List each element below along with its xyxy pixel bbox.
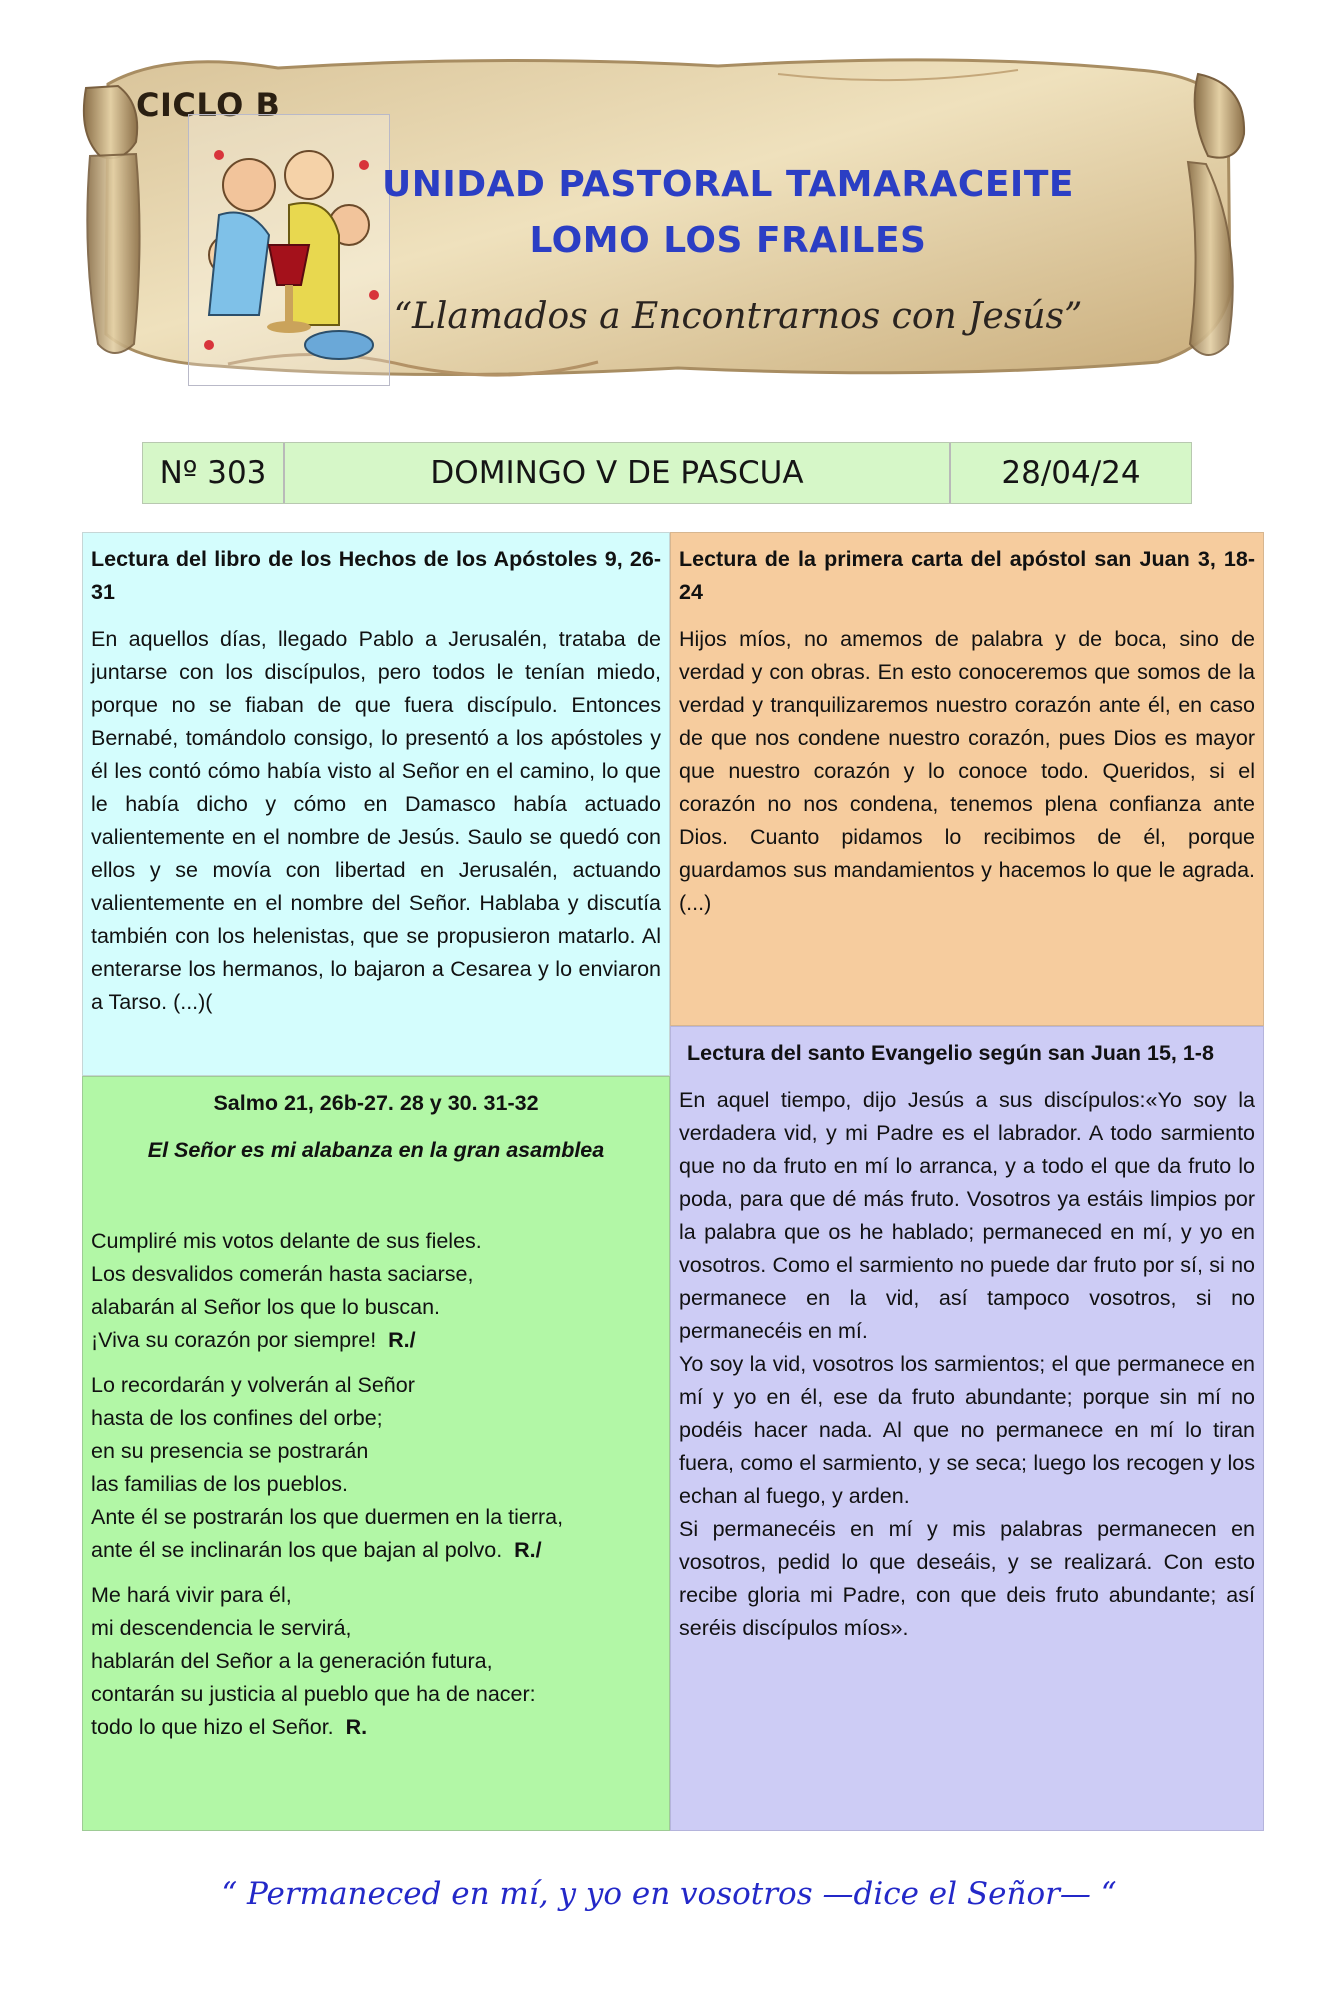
psalm-line — [91, 1534, 661, 1567]
psalm-line: alabarán al Señor los que lo buscan. — [91, 1295, 441, 1319]
psalm-line: hablarán del Señor a la generación futura, — [91, 1649, 493, 1673]
psalm-stanza — [91, 1369, 661, 1567]
gospel-text — [679, 1084, 1255, 1645]
gospel-title: Lectura del santo Evangelio según san Juan 15, 1-8 — [687, 1041, 1214, 1065]
psalm-line — [91, 1711, 661, 1744]
cycle-label: CICLO B — [136, 86, 281, 124]
psalm-line: las familias de los pueblos. — [91, 1472, 348, 1496]
gospel-paragraph: Yo soy la vid, vosotros los sarmientos; el que permanece en mí y yo en él, ese da fruto abundante; porque sin mí no podéis hacer nada. Al que no permanece en mí lo tiran fuera, como el sarmiento, y se seca; luego los recogen y los echan al fuego, y arden. — [679, 1352, 1255, 1508]
gospel-paragraph: En aquel tiempo, dijo Jesús a sus discípulos:«Yo soy la verdadera vid, y mi Padre es el labrador. A todo sarmiento que no da fruto en mí lo arranca, y a todo el que da fruto lo poda, para que dé más fruto. Vosotros ya estáis limpios por la palabra que os he hablado; permaneced en mí, y yo en vosotros. Como el sarmiento no puede dar fruto por sí, si no permanece en la vid, así tampoco vosotros, si no permanecéis en mí. — [679, 1088, 1255, 1343]
psalm-line — [91, 1324, 661, 1357]
psalm-line-text: ante él se inclinarán los que bajan al polvo. — [91, 1538, 503, 1562]
second-reading-text: Hijos míos, no amemos de palabra y de boca, sino de verdad y con obras. En esto conoceremos que somos de la verdad y tranquilizaremos nuestro corazón ante él, en caso de que nos condene nuestro corazón, pues Dios es mayor que nuestro corazón y lo conoce todo. Queridos, si el corazón no nos condena, tenemos plena confianza ante Dios. Cuanto pidamos lo recibimos de él, porque guardamos sus mandamientos y hacemos lo que le agrada. (...) — [679, 627, 1255, 915]
liturgical-day: DOMINGO V DE PASCUA — [285, 443, 951, 503]
psalm-line: contarán su justicia al pueblo que ha de nacer: — [91, 1682, 536, 1706]
psalm-line-text: ¡Viva su corazón por siempre! — [91, 1328, 377, 1352]
psalm-line: Lo recordarán y volverán al Señor — [91, 1373, 415, 1397]
footer-quote: “ Permaneced en mí, y yo en vosotros —dice el Señor— “ — [221, 1876, 1117, 1912]
psalm-response: El Señor es mi alabanza en la gran asamblea — [147, 1138, 605, 1162]
issue-info-bar — [142, 442, 1192, 504]
psalm-line-text: todo lo que hizo el Señor. — [91, 1715, 334, 1739]
psalm-panel — [82, 1076, 670, 1831]
organization-name-line2: LOMO LOS FRAILES — [529, 220, 927, 261]
first-reading-text: En aquellos días, llegado Pablo a Jerusalén, trataba de juntarse con los discípulos, pero todos le tenían miedo, porque no se fiaban de que fuera discípulo. Entonces Bernabé, tomándolo consigo, lo presentó a los apóstoles y él les contó cómo había visto al Señor en el camino, lo que le había dicho y cómo en Damasco había actuado valientemente en el nombre de Jesús. Saulo se quedó con ellos y se movía con libertad en Jerusalén, actuando valientemente en el nombre del Señor. Hablaba y discutía también con los helenistas, que se propusieron matarlo. Al enterarse los hermanos, lo bajaron a Cesarea y lo enviaron a Tarso. (...)( — [91, 627, 661, 1014]
second-reading-title: Lectura de la primera carta del apóstol san Juan 3, 18-24 — [679, 547, 1255, 604]
second-reading-panel — [670, 532, 1264, 1026]
psalm-line: Los desvalidos comerán hasta saciarse, — [91, 1262, 474, 1286]
psalm-line: Me hará vivir para él, — [91, 1583, 292, 1607]
issue-date: 28/04/24 — [951, 443, 1191, 503]
psalm-line: mi descendencia le servirá, — [91, 1616, 352, 1640]
psalm-response-marker: R./ — [388, 1328, 416, 1352]
header-scroll — [78, 44, 1248, 384]
psalm-response-marker: R./ — [514, 1538, 542, 1562]
motto: “Llamados a Encontrarnos con Jesús” — [393, 296, 1083, 337]
issue-number: Nº 303 — [143, 443, 285, 503]
psalm-line: Cumpliré mis votos delante de sus fieles. — [91, 1229, 482, 1253]
first-reading-title: Lectura del libro de los Hechos de los Apóstoles 9, 26-31 — [91, 547, 661, 604]
psalm-response-marker: R. — [345, 1715, 368, 1739]
psalm-line: hasta de los confines del orbe; — [91, 1406, 383, 1430]
psalm-stanza — [91, 1225, 661, 1357]
psalm-reference: Salmo 21, 26b-27. 28 y 30. 31-32 — [213, 1091, 539, 1115]
psalm-stanza — [91, 1579, 661, 1744]
gospel-paragraph: Si permanecéis en mí y mis palabras permanecen en vosotros, pedid lo que deseáis, y se realizará. Con esto recibe gloria mi Padre, con que deis fruto abundante; así seréis discípulos míos». — [679, 1517, 1255, 1640]
organization-name-line1: UNIDAD PASTORAL TAMARACEITE — [382, 164, 1074, 205]
psalm-line: Ante él se postrarán los que duermen en la tierra, — [91, 1505, 564, 1529]
first-reading-panel — [82, 532, 670, 1076]
psalm-line: en su presencia se postrarán — [91, 1439, 369, 1463]
gospel-panel — [670, 1026, 1264, 1831]
